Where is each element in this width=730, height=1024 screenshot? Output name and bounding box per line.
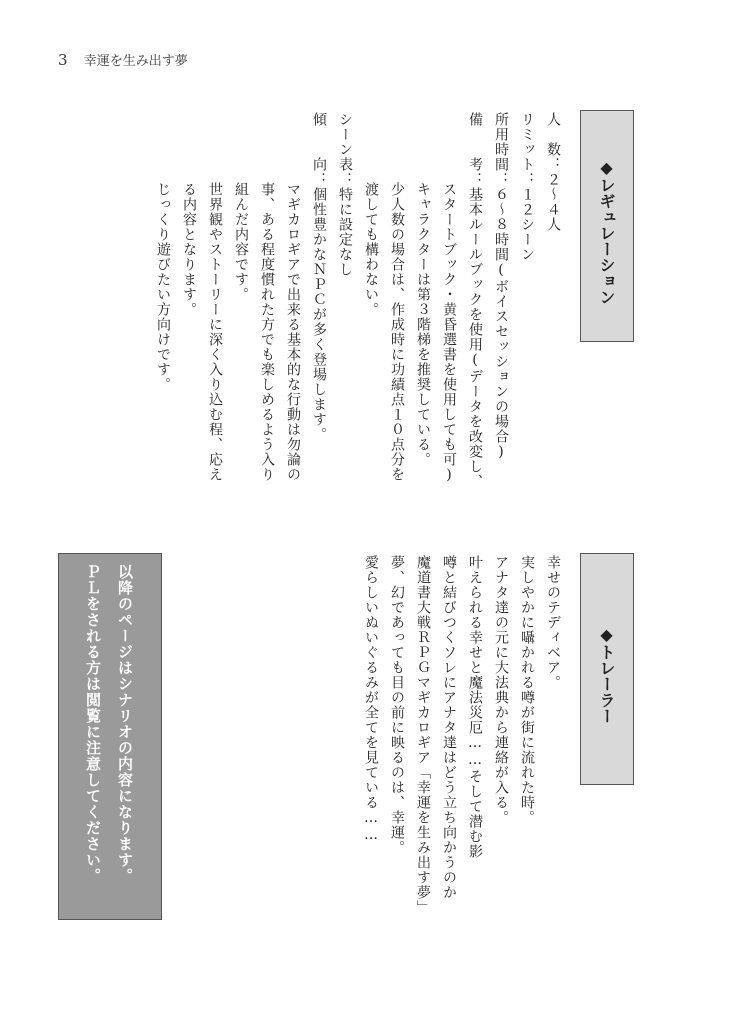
regulation-label: ◆レギュレーション: [597, 157, 616, 305]
regulation-line: る内容となります。: [181, 182, 197, 317]
page-header: [58, 50, 188, 69]
trailer-label: ◆トレーラー: [597, 624, 616, 724]
regulation-line: キャラクターは第３階梯を推奨している。: [415, 182, 431, 467]
regulation-line: 人 数：２～４人: [545, 112, 561, 232]
document-title: 幸運を生み出す夢: [83, 54, 188, 69]
regulation-line: 備 考：基本ルールブックを使用(データを改変し、: [467, 112, 483, 489]
spoiler-notice-box: [58, 553, 162, 920]
trailer-line: 魔道書大戦ＲＰＧマギカロギア「幸運を生み出す夢」: [415, 555, 431, 915]
trailer-label-box: [580, 553, 634, 785]
regulation-line: 所用時間：６～８時間(ボイスセッションの場合): [493, 112, 509, 461]
regulation-line: 少人数の場合は、作成時に功績点１０点分を: [389, 182, 405, 482]
trailer-line: 実しやかに囁かれる噂が街に流れた時。: [519, 555, 535, 825]
notice-line-2: ＰＬをされる方は閲覧に注意してください。: [84, 564, 102, 884]
trailer-line: 愛らしいぬいぐるみが全てを見ている……: [363, 555, 379, 844]
regulation-line: リミット：１２シーン: [519, 112, 535, 262]
trailer-line: 噂と結びつくソレにアナタ達はどう立ち向かうのか: [441, 555, 457, 900]
regulation-line: マギカロギアで出来る基本的な行動は勿論の: [285, 182, 301, 482]
regulation-line: 事、ある程度慣れた方でも楽しめるよう入り: [259, 182, 275, 482]
regulation-line: スタートブック・黄昏選書を使用しても可): [441, 182, 457, 484]
trailer-line: アナタ達の元に大法典から連絡が入る。: [493, 555, 509, 825]
regulation-line: じっくり遊びたい方向けです。: [155, 182, 171, 392]
trailer-line: 幸せのテディベア。: [545, 555, 561, 690]
regulation-body: [155, 112, 566, 512]
trailer-line: 夢、幻であっても目の前に映るのは、幸運。: [389, 555, 405, 855]
trailer-body: [296, 555, 566, 955]
trailer-line: 叶えられる幸せと魔法災厄……そして潜む影: [467, 555, 483, 859]
notice-line-1: 以降のページはシナリオの内容になります。: [116, 564, 134, 884]
regulation-line: 世界観やストーリーに深く入り込む程、応え: [207, 182, 223, 482]
regulation-label-box: [580, 110, 634, 342]
regulation-line: シーン表：特に設定なし: [337, 112, 353, 277]
page-number: 3: [58, 51, 68, 69]
regulation-line: 渡しても構わない。: [363, 182, 379, 317]
regulation-line: 組んだ内容です。: [233, 182, 249, 302]
regulation-line: 傾 向：個性豊かなＮＰＣが多く登場します。: [311, 112, 327, 442]
